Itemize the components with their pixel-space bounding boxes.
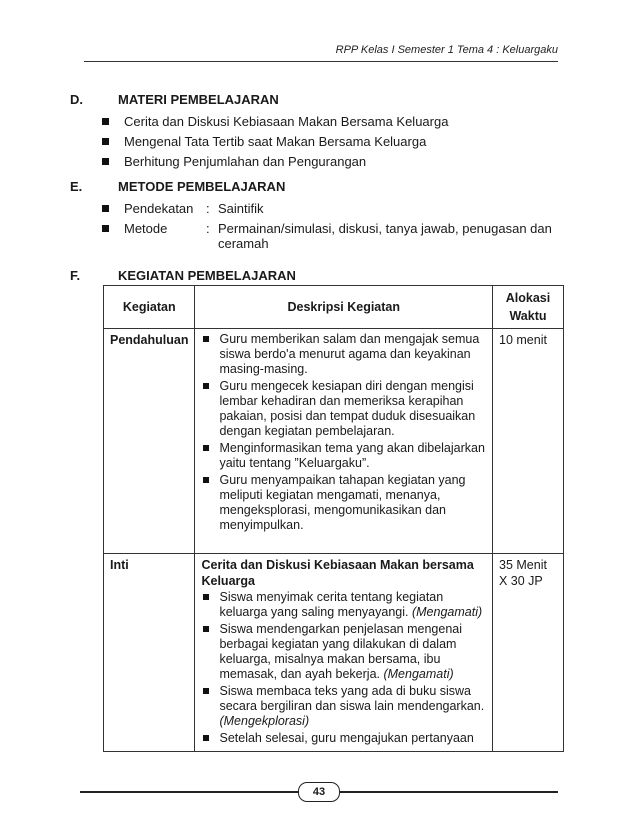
- page-number: 43: [298, 782, 340, 802]
- list-item: Berhitung Penjumlahan dan Pengurangan: [102, 154, 448, 174]
- page-footer: [80, 780, 558, 804]
- deskripsi-cell: [195, 554, 493, 752]
- list-item: Mengenal Tata Tertib saat Makan Bersama Keluarga: [102, 134, 448, 154]
- page-header: [0, 0, 638, 80]
- section-materi: [70, 92, 570, 172]
- section-title: METODE PEMBELAJARAN: [118, 179, 286, 194]
- kegiatan-table: [103, 285, 564, 752]
- bullet-square-icon: [203, 445, 209, 451]
- list-item: Guru mengecek kesiapan diri dengan mengisi lembar kehadiran dan memeriksa kerapihan pakaian, posisi dan tempat duduk disesuaikan dengan kegiatan pembelajaran.: [201, 379, 486, 439]
- column-header-alokasi: Alokasi Waktu: [493, 286, 564, 329]
- header-rule: [84, 61, 558, 62]
- section-title: KEGIATAN PEMBELAJARAN: [118, 268, 296, 283]
- bullet-square-icon: [102, 138, 109, 145]
- list-item: Siswa membaca teks yang ada di buku siswa secara bergiliran dan siswa lain mendengarkan. (Mengekplorasi): [201, 684, 486, 729]
- column-header-kegiatan: Kegiatan: [104, 286, 195, 329]
- bullet-square-icon: [102, 205, 109, 212]
- bullet-square-icon: [102, 118, 109, 125]
- kegiatan-cell: Inti: [104, 554, 195, 752]
- bullet-square-icon: [203, 594, 209, 600]
- metode-row: Pendekatan : Saintifik: [102, 201, 572, 221]
- bullet-square-icon: [102, 158, 109, 165]
- list-item: Siswa menyimak cerita tentang kegiatan keluarga yang saling menyayangi. (Mengamati): [201, 590, 486, 620]
- list-item: Siswa mendengarkan penjelasan mengenai berbagai kegiatan yang dilakukan di dalam keluarga, misalnya makan bersama, ibu memasak, dan ayah bekerja. (Mengamati): [201, 622, 486, 682]
- kegiatan-cell: Pendahuluan: [104, 329, 195, 554]
- list-item: Menginformasikan tema yang akan dibelajarkan yaitu tentang ”Keluargaku”.: [201, 441, 486, 471]
- bullet-square-icon: [203, 383, 209, 389]
- running-header: RPP Kelas I Semester 1 Tema 4 : Keluargaku: [335, 44, 558, 56]
- bullet-square-icon: [203, 735, 209, 741]
- list-item: Guru menyampaikan tahapan kegiatan yang meliputi kegiatan mengamati, menanya, mengeksplorasi, mengomunikasikan dan menyimpulkan.: [201, 473, 486, 533]
- bullet-square-icon: [203, 336, 209, 342]
- section-letter: D.: [70, 92, 83, 107]
- alokasi-cell: 10 menit: [493, 329, 564, 554]
- bullet-square-icon: [102, 225, 109, 232]
- table-header-row: [104, 286, 564, 329]
- table-row: [104, 554, 564, 752]
- bullet-square-icon: [203, 688, 209, 694]
- section-title: MATERI PEMBELAJARAN: [118, 92, 279, 107]
- metode-rows: [102, 201, 572, 257]
- section-letter: E.: [70, 179, 83, 194]
- bullet-square-icon: [203, 626, 209, 632]
- alokasi-cell: 35 Menit X 30 JP: [493, 554, 564, 752]
- bullet-square-icon: [203, 477, 209, 483]
- list-item: Guru memberikan salam dan mengajak semua siswa berdo'a menurut agama dan keyakinan masing-masing.: [201, 332, 486, 377]
- metode-row: Metode : Permainan/simulasi, diskusi, tanya jawab, penugasan dan ceramah: [102, 221, 572, 257]
- activity-title: Cerita dan Diskusi Kebiasaan Makan bersama Keluarga: [201, 558, 474, 588]
- list-item: Cerita dan Diskusi Kebiasaan Makan Bersama Keluarga: [102, 114, 448, 134]
- section-letter: F.: [70, 268, 81, 283]
- column-header-deskripsi: Deskripsi Kegiatan: [195, 286, 493, 329]
- table-row: [104, 329, 564, 554]
- section-metode: [70, 179, 570, 259]
- deskripsi-cell: [195, 329, 493, 554]
- list-item: Setelah selesai, guru mengajukan pertanyaan: [201, 731, 486, 746]
- materi-list: [102, 114, 448, 174]
